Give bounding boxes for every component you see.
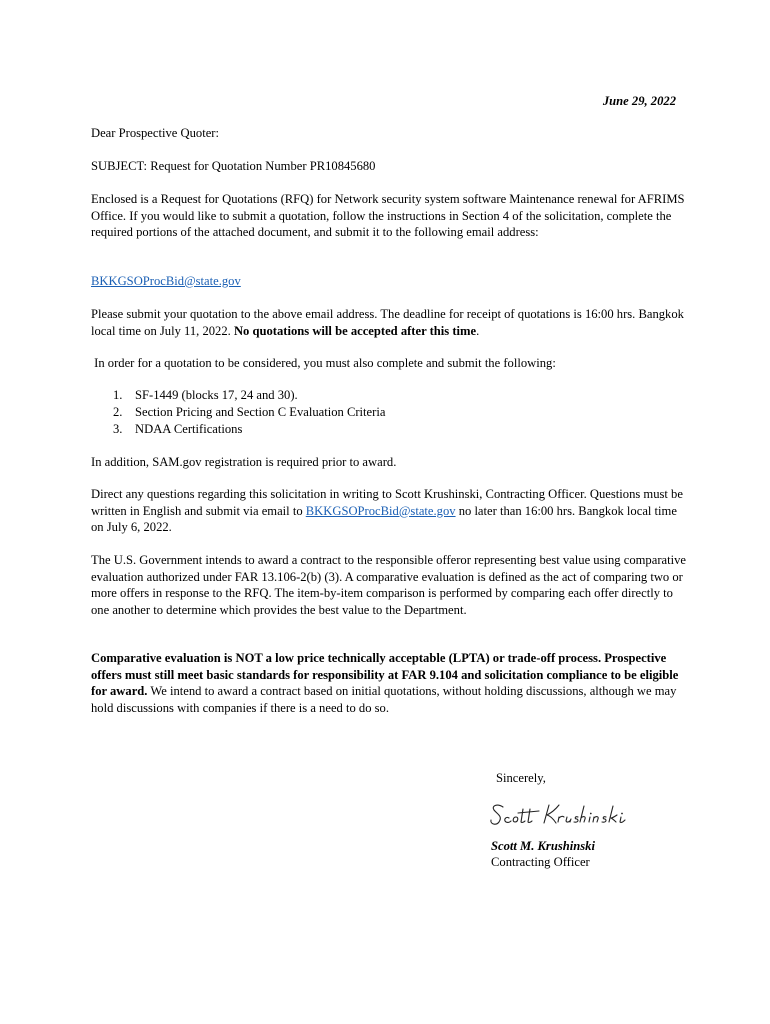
questions-paragraph xyxy=(91,486,686,536)
list-item xyxy=(113,404,385,421)
sam-paragraph: In addition, SAM.gov registration is required prior to award. xyxy=(91,455,397,469)
list-number: 2. xyxy=(113,405,123,419)
list-number: 3. xyxy=(113,422,123,436)
handwritten-signature xyxy=(489,800,649,832)
email-link[interactable]: BKKGSOProcBid@state.gov xyxy=(91,274,241,288)
deadline-text: Please submit your quotation to the above email address. The deadline for receipt of quotations is 16:00 hrs. Bangkok local time on July 11, 2022. xyxy=(91,307,684,338)
signer-name: Scott M. Krushinski xyxy=(491,838,595,853)
list-item xyxy=(113,387,385,404)
lpta-paragraph xyxy=(91,650,686,716)
questions-email-link[interactable]: BKKGSOProcBid@state.gov xyxy=(305,503,456,518)
salutation: Dear Prospective Quoter: xyxy=(91,126,219,140)
questions-deadline: no later than 16:00 hrs. Bangkok local time on July 6, 2022. xyxy=(91,503,677,534)
intro-paragraph: Enclosed is a Request for Quotations (RFQ) for Network security system software Maintenance renewal for AFRIMS Office. If you would like to submit a quotation, follow the instructions in Section 4 of the solicitation, complete the required portions of the attached document, and submit it to the following email address: xyxy=(91,192,685,239)
list-number: 1. xyxy=(113,388,123,402)
list-text: SF-1449 (blocks 17, 24 and 30). xyxy=(135,388,298,402)
deadline-bold: No quotations will be accepted after this time xyxy=(233,323,477,338)
list-text: NDAA Certifications xyxy=(135,422,243,436)
lpta-text: We intend to award a contract based on initial quotations, without holding discussions, although we may hold discussions with companies if there is a need to do so. xyxy=(91,684,677,715)
list-item xyxy=(113,421,385,438)
letter-date: June 29, 2022 xyxy=(602,94,676,108)
deadline-end: . xyxy=(476,323,480,338)
requirements-list xyxy=(113,387,385,438)
deadline-paragraph xyxy=(91,306,686,339)
subject-line: SUBJECT: Request for Quotation Number PR10845680 xyxy=(91,159,376,173)
list-text: Section Pricing and Section C Evaluation Criteria xyxy=(135,405,386,419)
signer-title: Contracting Officer xyxy=(491,855,590,869)
email-paragraph xyxy=(91,273,686,290)
questions-text: Direct any questions regarding this solicitation in writing to Scott Krushinski, Contracting Officer. Questions must be written in English and submit via email to xyxy=(91,487,683,518)
lpta-bold: Comparative evaluation is NOT a low price technically acceptable (LPTA) or trade-off process. Prospective offers must still meet basic standards for responsibility at FAR 9.104 and solicitation compliance to be eligible for award. xyxy=(91,651,679,698)
closing: Sincerely, xyxy=(496,771,546,785)
requirements-intro: In order for a quotation to be considered, you must also complete and submit the following: xyxy=(91,356,556,370)
evaluation-paragraph: The U.S. Government intends to award a contract to the responsible offeror representing best value using comparative evaluation authorized under FAR 13.106-2(b) (3). A comparative evaluation is defined as the act of comparing two or more offers in response to the RFQ. The item-by-item comparison is performed by comparing each offer directly to one another to determine which provides the best value to the Department. xyxy=(91,553,686,617)
